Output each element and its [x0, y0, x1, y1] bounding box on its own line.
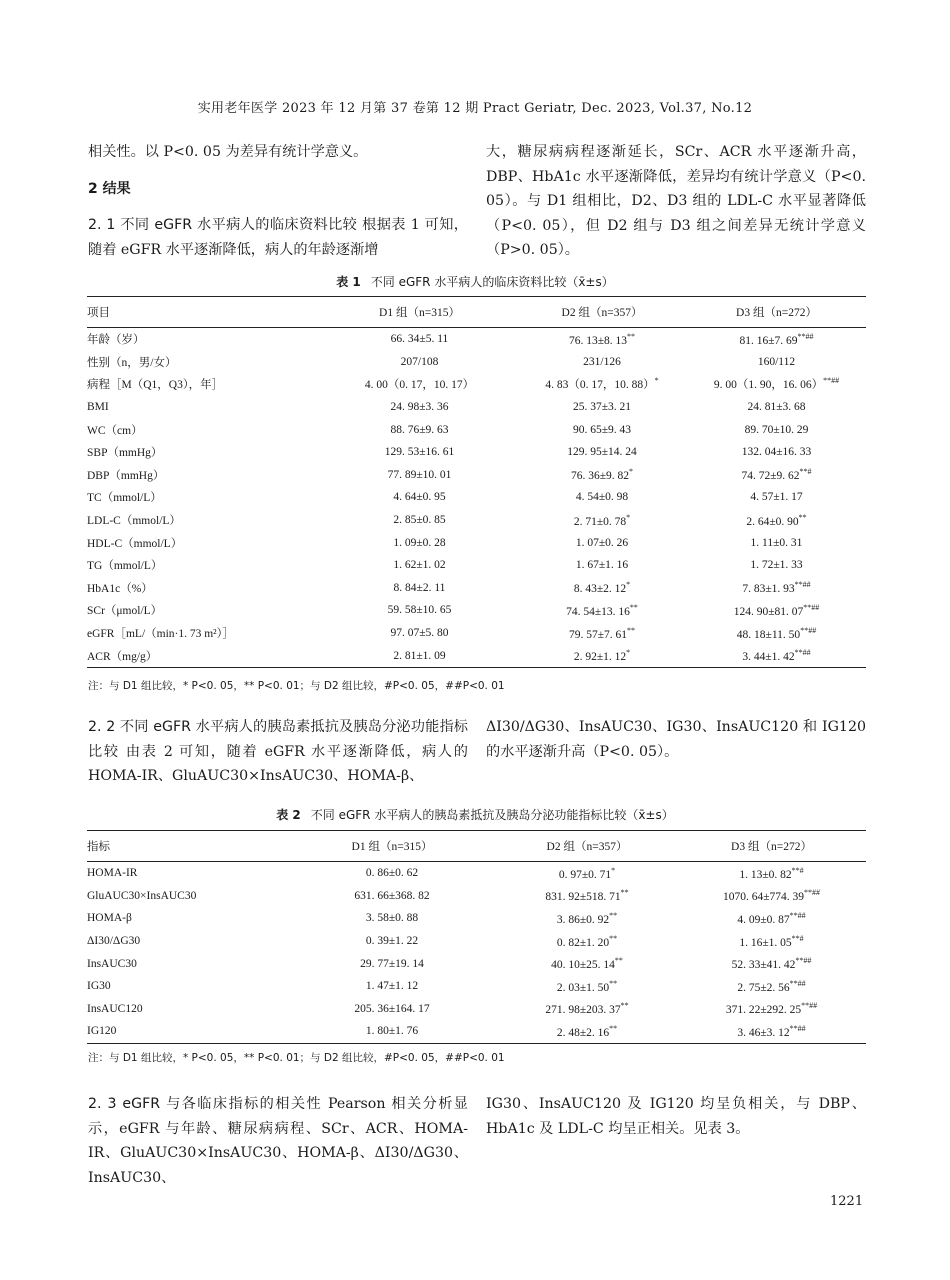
cell-value: 1. 72±1. 33 [750, 559, 803, 572]
significance-mark: **## [789, 911, 806, 921]
table-cell [87, 862, 287, 885]
table-cell [322, 554, 517, 577]
table-cell [87, 531, 322, 554]
cell-value: 病程［M（Q1，Q3），年］ [87, 379, 224, 392]
cell-value: 1. 07±0. 26 [575, 536, 629, 549]
table-cell [497, 907, 677, 930]
table-row [87, 577, 866, 600]
cell-value: TC（mmol/L） [87, 492, 162, 505]
table-cell [677, 952, 866, 975]
table-cell [517, 509, 687, 532]
table-cell [322, 328, 517, 351]
cell-value: 2. 75±2. 56 [737, 981, 790, 994]
table-cell [687, 441, 866, 464]
significance-mark: **## [795, 956, 812, 966]
table-cell [322, 531, 517, 554]
cell-value: 2. 85±0. 85 [393, 514, 446, 527]
cell-value: 2. 71±0. 78 [573, 515, 627, 528]
table-cell [87, 1020, 287, 1043]
table-cell [322, 373, 517, 396]
cell-value: ΔI30/ΔG30 [87, 935, 141, 948]
cell-value: 74. 54±13. 16 [566, 605, 630, 618]
cell-value: 40. 10±25. 14 [551, 959, 615, 972]
cell-value: 4. 00（0. 17，10. 17） [364, 379, 475, 392]
subsection-heading: 2. 1 不同 eGFR 水平病人的临床资料比较 [88, 217, 358, 233]
significance-mark: **# [799, 467, 812, 477]
table-cell [322, 441, 517, 464]
table-row [87, 930, 866, 953]
page-number: 1221 [830, 1194, 864, 1209]
cell-value: 1. 67±1. 16 [575, 559, 629, 572]
significance-mark: ** [620, 888, 629, 898]
col-header: 指标 [87, 831, 287, 862]
col-header: D3 组（n=272） [677, 831, 866, 862]
table-cell [87, 975, 287, 998]
col-header: 项目 [87, 297, 322, 328]
cell-value: 1. 11±0. 31 [750, 536, 803, 549]
cell-value: 90. 65±9. 43 [572, 423, 632, 436]
cell-value: 631. 66±368. 82 [354, 889, 430, 902]
table-cell [687, 622, 866, 645]
cell-value: 24. 81±3. 68 [747, 401, 806, 414]
cell-value: 4. 57±1. 17 [750, 491, 803, 504]
table-cell [497, 885, 677, 908]
table-cell [687, 509, 866, 532]
significance-mark: * [654, 376, 659, 386]
cell-value: 160/112 [757, 355, 796, 368]
cell-value: LDL-C（mmol/L） [87, 515, 181, 528]
significance-mark: * [626, 580, 631, 590]
table-row [87, 531, 866, 554]
section-heading: 2 结果 [88, 180, 131, 197]
cell-value: 0. 39±1. 22 [365, 935, 419, 948]
cell-value: 79. 57±7. 61 [568, 628, 628, 641]
table-cell [322, 486, 517, 509]
cell-value: 8. 84±2. 11 [393, 581, 446, 594]
cell-value: 59. 58±10. 65 [387, 604, 452, 617]
significance-mark: **## [789, 978, 806, 988]
cell-value: 271. 98±203. 37 [545, 1004, 621, 1017]
table-cell [687, 418, 866, 441]
right-column-2 [486, 715, 866, 764]
significance-mark: ** [798, 512, 807, 522]
table-cell [497, 1020, 677, 1043]
table-cell [687, 351, 866, 374]
cell-value: 7. 83±1. 93 [742, 583, 795, 596]
table-cell [677, 1020, 866, 1043]
table-row [87, 1020, 866, 1043]
table-cell [322, 644, 517, 667]
cell-value: 1. 47±1. 12 [365, 980, 419, 993]
table-row [87, 351, 866, 374]
cell-value: SCr（μmol/L） [87, 605, 163, 618]
paragraph: 大，糖尿病病程逐渐延长，SCr、ACR 水平逐渐升高，DBP、HbA1c 水平逐渐降低，差异均有统计学意义（P<0. 05）。与 D1 组相比，D2、D3 组的 LDL-C 水平显著降低（P<0. 05），但 D2 组与 D3 组之间差异无统计学意义（P>0. 05）。 [486, 144, 866, 258]
paragraph-text: Pearson 相关分析显示，eGFR 与年龄、糖尿病病程、SCr、ACR、HOMA-IR、GluAUC30×InsAUC30、HOMA-β、ΔI30/ΔG30、InsAUC30、 [88, 1096, 468, 1186]
table-cell [517, 396, 687, 419]
cell-value: 831. 92±518. 71 [545, 891, 621, 904]
cell-value: InsAUC120 [87, 1002, 143, 1015]
cell-value: 4. 83（0. 17，10. 88） [545, 379, 655, 392]
cell-value: 52. 33±41. 42 [731, 959, 796, 972]
cell-value: 124. 90±81. 07 [733, 605, 804, 618]
table-cell [517, 328, 687, 351]
cell-value: 48. 18±11. 50 [736, 628, 801, 641]
significance-mark: ** [629, 603, 638, 612]
table-cell [87, 351, 322, 374]
running-header: 实用老年医学 2023 年 12 月第 37 卷第 12 期 Pract Geriatr, Dec. 2023, Vol.37, No.12 [197, 101, 753, 116]
significance-mark: **## [801, 1001, 818, 1011]
cell-value: HDL-C（mmol/L） [87, 537, 183, 550]
significance-mark: ** [609, 933, 618, 943]
significance-mark: **## [789, 1024, 806, 1034]
paragraph: IG30、InsAUC120 及 IG120 均呈负相关，与 DBP、HbA1c 及 LDL-C 均呈正相关。见表 3。 [486, 1096, 866, 1137]
cell-value: 9. 00（1. 90，16. 06） [713, 379, 824, 392]
cell-value: 3. 58±0. 88 [365, 912, 419, 925]
table-cell [687, 599, 866, 622]
table-row [87, 952, 866, 975]
table-cell [322, 351, 517, 374]
table-cell [287, 907, 497, 930]
table-cell [87, 599, 322, 622]
cell-value: 3. 44±1. 42 [742, 651, 795, 664]
table-cell [517, 464, 687, 487]
cell-value: eGFR［mL/（min·1. 73 m²）］ [87, 628, 234, 641]
table-cell [287, 975, 497, 998]
table1 [87, 296, 866, 668]
table-row [87, 464, 866, 487]
table-cell [322, 418, 517, 441]
right-column-3 [486, 1092, 866, 1141]
cell-value: 2. 64±0. 90 [746, 515, 799, 528]
significance-mark: **# [791, 865, 804, 875]
table1-caption [0, 273, 950, 290]
cell-value: 129. 95±14. 24 [567, 446, 637, 459]
cell-value: 2. 81±1. 09 [393, 649, 446, 662]
table-row [87, 975, 866, 998]
table-row [87, 396, 866, 419]
cell-value: 4. 64±0. 95 [393, 491, 446, 504]
subsection-heading: 2. 3 eGFR 与各临床指标的相关性 [88, 1096, 323, 1112]
table-cell [687, 644, 866, 667]
left-column-1 [88, 140, 468, 262]
significance-mark: ** [614, 956, 623, 966]
cell-value: 3. 86±0. 92 [556, 913, 610, 926]
table-cell [87, 885, 287, 908]
table-cell [497, 930, 677, 953]
significance-mark: * [626, 648, 631, 658]
table-cell [517, 351, 687, 374]
cell-value: InsAUC30 [87, 957, 137, 970]
significance-mark: * [611, 865, 616, 875]
cell-value: 1. 62±1. 02 [393, 559, 446, 572]
table-cell [87, 577, 322, 600]
table-cell [517, 622, 687, 645]
table1-note: 注：与 D1 组比较，* P<0. 05，** P<0. 01；与 D2 组比较，#P<0. 05，##P<0. 01 [88, 680, 505, 692]
cell-value: 97. 07±5. 80 [390, 627, 449, 640]
table-cell [517, 644, 687, 667]
significance-mark: ** [627, 625, 636, 635]
cell-value: IG120 [87, 1025, 117, 1038]
cell-value: 4. 09±0. 87 [737, 913, 790, 926]
cell-value: SBP（mmHg） [87, 447, 163, 460]
table-cell [287, 885, 497, 908]
table-cell [322, 396, 517, 419]
cell-value: 0. 97±0. 71 [558, 868, 612, 881]
cell-value: 29. 77±19. 14 [360, 957, 424, 970]
table-cell [87, 396, 322, 419]
cell-value: 129. 53±16. 61 [384, 446, 455, 459]
cell-value: 74. 72±9. 62 [741, 470, 800, 483]
table2-title: 不同 eGFR 水平病人的胰岛素抵抗及胰岛分泌功能指标比较（x̄±s） [310, 808, 674, 822]
cell-value: 2. 92±1. 12 [573, 651, 627, 664]
col-header: D2 组（n=357） [497, 831, 677, 862]
table1-label: 表 1 [336, 275, 361, 289]
table-cell [287, 952, 497, 975]
paragraph-text: 由表 2 可知，随着 eGFR 水平逐渐降低，病人的 HOMA-IR、GluAUC30×InsAUC30、HOMA-β、 [88, 743, 468, 784]
table2 [87, 830, 866, 1044]
table-cell [687, 373, 866, 396]
table-cell [287, 862, 497, 885]
significance-mark: ** [627, 331, 636, 341]
table-cell [677, 930, 866, 953]
table-cell [517, 577, 687, 600]
paragraph: 相关性。以 P<0. 05 为差异有统计学意义。 [88, 144, 368, 160]
significance-mark: ** [609, 1024, 618, 1034]
significance-mark: **## [800, 625, 817, 635]
cell-value: 371. 22±292. 25 [725, 1004, 802, 1017]
table-cell [87, 509, 322, 532]
table-cell [517, 531, 687, 554]
cell-value: 24. 98±3. 36 [390, 401, 449, 414]
cell-value: 2. 48±2. 16 [556, 1026, 610, 1039]
cell-value: 1070. 64±774. 39 [722, 891, 805, 904]
table-cell [677, 998, 866, 1021]
table-cell [322, 509, 517, 532]
cell-value: 76. 13±8. 13 [568, 334, 628, 347]
cell-value: 81. 16±7. 69 [739, 334, 798, 347]
col-header: D2 组（n=357） [517, 297, 687, 328]
table-cell [677, 862, 866, 885]
significance-mark: **# [791, 933, 804, 943]
cell-value: 89. 70±10. 29 [744, 423, 809, 436]
subsection-heading: 2. 2 不同 eGFR 水平病人的胰岛素抵抗及胰岛分泌功能指标比较 [88, 719, 468, 760]
cell-value: WC（cm） [87, 424, 143, 437]
table-cell [517, 599, 687, 622]
paragraph [88, 715, 468, 789]
table-cell [87, 622, 322, 645]
table-cell [322, 599, 517, 622]
table-cell [517, 554, 687, 577]
cell-value: 88. 76±9. 63 [390, 423, 449, 436]
cell-value: 66. 34±5. 11 [390, 333, 449, 346]
table-cell [497, 862, 677, 885]
table-row [87, 599, 866, 622]
cell-value: 0. 86±0. 62 [365, 867, 419, 880]
significance-mark: ** [620, 1001, 629, 1011]
significance-mark: ** [609, 978, 618, 988]
right-column-1 [486, 140, 866, 263]
cell-value: 年龄（岁） [87, 334, 145, 347]
table-cell [497, 998, 677, 1021]
cell-value: TG（mmol/L） [87, 560, 163, 573]
table2-label: 表 2 [276, 808, 301, 822]
table-cell [687, 554, 866, 577]
table-cell [497, 975, 677, 998]
table-row [87, 509, 866, 532]
table-header-row [87, 297, 866, 328]
table-cell [497, 952, 677, 975]
table1-title: 不同 eGFR 水平病人的临床资料比较（x̄±s） [370, 275, 614, 289]
table-row [87, 862, 866, 885]
table2-caption [0, 806, 950, 823]
paragraph [88, 1092, 468, 1190]
table-header-row [87, 831, 866, 862]
table-row [87, 441, 866, 464]
cell-value: 25. 37±3. 21 [572, 401, 632, 414]
table-row [87, 486, 866, 509]
table-cell [87, 486, 322, 509]
cell-value: 76. 36±9. 82 [570, 470, 630, 483]
table-cell [517, 441, 687, 464]
table-cell [287, 998, 497, 1021]
cell-value: 1. 13±0. 82 [739, 868, 792, 881]
significance-mark: **## [794, 580, 811, 590]
cell-value: HOMA-β [87, 912, 132, 925]
table-row [87, 998, 866, 1021]
table-cell [87, 998, 287, 1021]
cell-value: 性别（n，男/女） [87, 356, 177, 369]
table-row [87, 418, 866, 441]
table-cell [687, 396, 866, 419]
table-cell [677, 907, 866, 930]
cell-value: 3. 46±3. 12 [737, 1026, 790, 1039]
paragraph [88, 213, 468, 262]
cell-value: 2. 03±1. 50 [556, 981, 610, 994]
table-cell [87, 644, 322, 667]
cell-value: 77. 89±10. 01 [387, 468, 452, 481]
cell-value: DBP（mmHg） [87, 469, 165, 482]
cell-value: HbA1c（%） [87, 582, 153, 595]
table-cell [517, 373, 687, 396]
table-row [87, 885, 866, 908]
col-header: D1 组（n=315） [322, 297, 517, 328]
cell-value: 205. 36±164. 17 [354, 1002, 430, 1015]
cell-value: 207/108 [400, 355, 439, 368]
significance-mark: **## [804, 888, 821, 898]
table-cell [687, 486, 866, 509]
table-cell [517, 418, 687, 441]
table-row [87, 328, 866, 351]
col-header: D1 组（n=315） [287, 831, 497, 862]
table-cell [322, 464, 517, 487]
significance-mark: **## [794, 648, 811, 658]
table-cell [87, 554, 322, 577]
table-cell [322, 622, 517, 645]
table-row [87, 644, 866, 667]
table-cell [287, 1020, 497, 1043]
significance-mark: **## [803, 603, 820, 612]
cell-value: 4. 54±0. 98 [575, 491, 629, 504]
cell-value: ACR（mg/g） [87, 650, 158, 663]
significance-mark: * [626, 512, 631, 522]
col-header: D3 组（n=272） [687, 297, 866, 328]
table-cell [87, 418, 322, 441]
cell-value: 231/126 [583, 355, 621, 368]
cell-value: 1. 80±1. 76 [365, 1025, 419, 1038]
left-column-3 [88, 1092, 468, 1190]
cell-value: BMI [87, 401, 109, 414]
left-column-2 [88, 715, 468, 789]
table-cell [687, 328, 866, 351]
paragraph-text: 根据表 1 可知，随着 eGFR 水平逐渐降低，病人的年龄逐渐增 [88, 217, 468, 258]
significance-mark: **## [823, 376, 840, 386]
table-cell [87, 328, 322, 351]
significance-mark: ** [609, 911, 618, 921]
table-cell [87, 441, 322, 464]
table-cell [687, 531, 866, 554]
table-row [87, 554, 866, 577]
table-cell [87, 464, 322, 487]
table-cell [677, 885, 866, 908]
cell-value: 1. 09±0. 28 [393, 536, 446, 549]
table-cell [687, 464, 866, 487]
cell-value: 1. 16±1. 05 [739, 936, 792, 949]
table-row [87, 907, 866, 930]
cell-value: 8. 43±2. 12 [573, 583, 627, 596]
table-row [87, 622, 866, 645]
significance-mark: **## [797, 331, 814, 341]
table-cell [677, 975, 866, 998]
significance-mark: * [629, 467, 634, 477]
table-row [87, 373, 866, 396]
table-cell [87, 907, 287, 930]
cell-value: IG30 [87, 980, 111, 993]
table-cell [287, 930, 497, 953]
table-cell [87, 930, 287, 953]
table-cell [517, 486, 687, 509]
table2-note: 注：与 D1 组比较，* P<0. 05，** P<0. 01；与 D2 组比较，#P<0. 05，##P<0. 01 [88, 1052, 505, 1064]
table-cell [687, 577, 866, 600]
cell-value: 132. 04±16. 33 [741, 446, 812, 459]
paragraph: ΔI30/ΔG30、InsAUC30、IG30、InsAUC120 和 IG120 的水平逐渐升高（P<0. 05）。 [486, 719, 866, 760]
cell-value: HOMA-IR [87, 867, 138, 880]
cell-value: 0. 82±1. 20 [556, 936, 610, 949]
table-cell [322, 577, 517, 600]
table-cell [87, 952, 287, 975]
table-cell [87, 373, 322, 396]
cell-value: GluAUC30×InsAUC30 [87, 889, 197, 902]
